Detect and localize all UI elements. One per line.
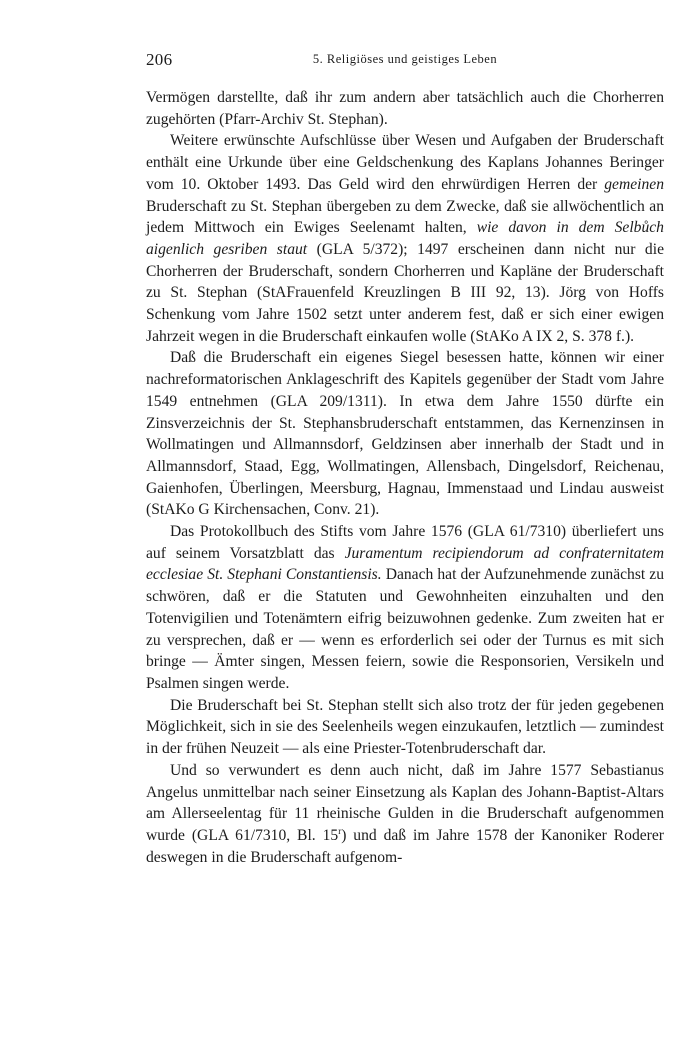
text-segment: Daß die Bruderschaft ein eigenes Siegel besessen hatte, können wir einer nachreformatorischen Anklageschrift des Kapitels gegenüber der Stadt vom Jahre 1549 entnehmen (GLA 209/1311). In etwa dem Jahre 1550 dürfte ein Zinsverzeichnis der St. Stephansbruderschaft entstammen, das Kernenzinsen in Wollmatingen und Allmannsdorf, Geldzinsen aber innerhalb der Stadt und in Allmannsdorf, Staad, Egg, Wollmatingen, Allensbach, Dingelsdorf, Reichenau, Gaienhofen, Überlingen, Meersburg, Hagnau, Immenstaad und Lindau ausweist (StAKo G Kirchensachen, Conv. 21). <box>146 349 664 519</box>
text-segment: Danach hat der Aufzunehmende zunächst zu schwören, daß er die Statuten und Gewohnheiten einzuhalten und den Totenvigilien und Totenämtern eifrig beizuwohnen gedenke. Zum zweiten hat er zu versprechen, daß er — wenn es erforderlich sei oder der Turnus es mit sich bringe — Ämter singen, Messen feiern, sowie die Responsorien, Versikeln und Psalmen singen werde. <box>146 566 665 692</box>
page-number: 206 <box>146 50 173 69</box>
text-segment: Weitere erwünschte Aufschlüsse über Wesen und Aufgaben der Bruderschaft enthält eine Urkunde über eine Geldschenkung des Kaplans Johannes Beringer vom 10. Oktober 1493. Das Geld wird den ehrwürdigen Herren der <box>146 132 664 193</box>
italic-text: Juramentum recipiendorum ad confraternitatem ecclesiae St. Stephani Constantiensis. <box>146 544 664 584</box>
text-segment: Die Bruderschaft bei St. Stephan stellt sich also trotz der für jeden gegebenen Möglichkeit, sich in sie des Seelenheils wegen einzukaufen, letztlich — zumindest in der frühen Neuzeit — als eine Priester-Totenbruderschaft dar. <box>146 696 664 758</box>
text-segment: Bruderschaft zu St. Stephan übergeben zu dem Zwecke, daß sie allwöchentlich an jedem Mittwoch ein Ewiges Seelenamt halten, <box>146 197 664 237</box>
text-segment: Das Protokollbuch des Stifts vom Jahre 1576 (GLA 61/7310) überliefert uns auf seinem Vorsatzblatt das <box>146 523 664 562</box>
text-segment: (GLA 5/372); 1497 erscheinen dann nicht nur die Chorherren der Bruderschaft, sondern Chorherren und Kapläne der Bruderschaft zu St. Stephan (StAFrauenfeld Kreuzlingen B III 92, 13). Jörg von Hoffs Schenkung vom Jahre 1502 setzt unter anderem fest, daß er sich einer ewigen Jahrzeit wegen in die Bruderschaft einkaufen wolle (StAKo A IX 2, S. 378 f.). <box>146 240 664 345</box>
text-segment: ) und daß im Jahre 1578 der Kanoniker Roderer deswegen in die Bruderschaft aufgenom- <box>146 826 664 866</box>
paragraph <box>146 347 664 521</box>
superscript-text: r <box>338 825 342 836</box>
paragraph <box>146 695 664 760</box>
paragraph <box>146 87 664 130</box>
italic-text: gemeinen <box>604 175 664 193</box>
body-text <box>146 87 664 868</box>
page-header <box>146 50 664 74</box>
running-head: 5. Religiöses und geistiges Leben <box>312 52 498 66</box>
text-segment: Und so verwundert es denn auch nicht, daß im Jahre 1577 Sebastianus Angelus unmittelbar nach seiner Einsetzung als Kaplan des Johann-Baptist-Altars am Allerseelentag für 11 rheinische Gulden in die Bruderschaft aufgenommen wurde (GLA 61/7310, Bl. 15 <box>146 761 664 844</box>
paragraph <box>146 521 664 695</box>
text-segment: Vermögen darstellte, daß ihr zum andern aber tatsächlich auch die Chorherren zugehörten (Pfarr-Archiv St. Stephan). <box>146 89 664 128</box>
paragraph <box>146 760 664 869</box>
paragraph <box>146 130 664 347</box>
italic-text: wie davon in dem Selbůch aigenlich gesriben staut <box>146 219 664 258</box>
